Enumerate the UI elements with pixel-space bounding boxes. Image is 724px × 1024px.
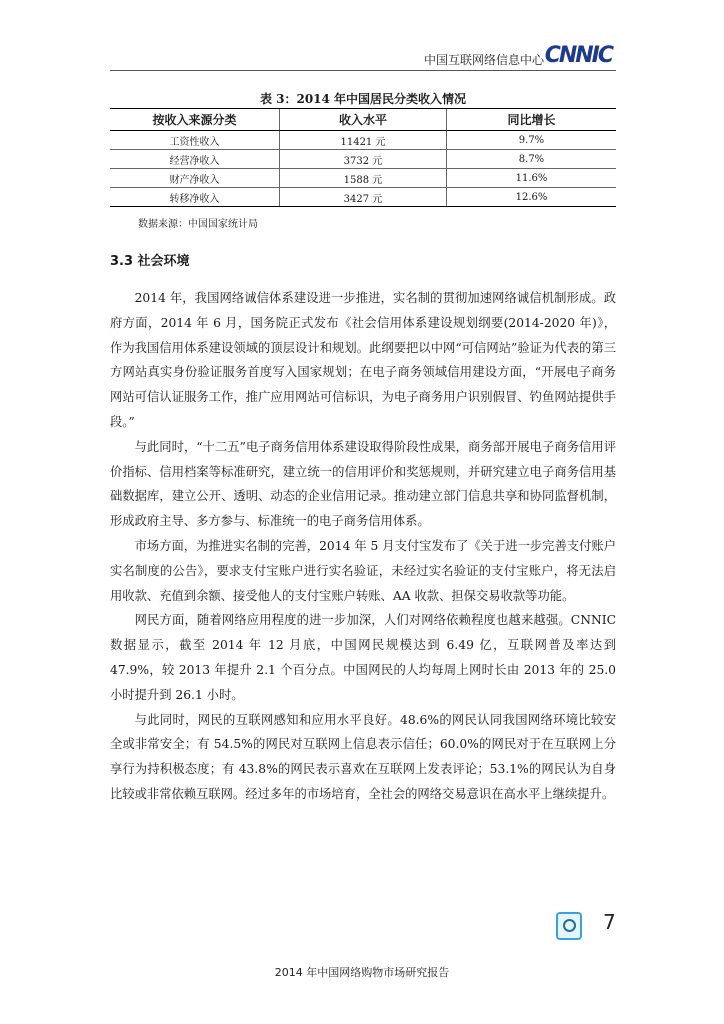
table-source: 数据来源：中国国家统计局 [138, 219, 258, 230]
paragraph: 网民方面，随着网络应用程度的进一步加深，人们对网络依赖程度也越来越强。CNNIC 数据显示，截至 2014 年 12 月底，中国网民规模达到 6.49 亿，互联网普及率达到 47.9%，较 2013 年提升 2.1 个百分点。中国网民的人均每周上网时长由 2013 年的 25.0 小时提升到 26.1 小时。 [110, 613, 616, 702]
table-cell: 转移净收入 [110, 188, 280, 207]
table-cell: 8.7% [446, 150, 616, 169]
table-row [110, 169, 616, 188]
table-cell: 11421 元 [280, 131, 447, 150]
table-cell: 11.6% [446, 169, 616, 188]
paragraph: 2014 年，我国网络诚信体系建设进一步推进，实名制的贯彻加速网络诚信机制形成。政府方面，2014 年 6 月，国务院正式发布《社会信用体系建设规划纲要(2014-2020 年)》，作为我国信用体系建设领域的顶层设计和规划。此纲要把以中网“可信网站”验证为代表的第三方网站真实身份验证服务首度写入国家规划；在电子商务领域信用建设方面，“开展电子商务网站可信认证服务工作，推广应用网站可信标识，为电子商务用户识别假冒、钓鱼网站提供手段。” [110, 291, 616, 429]
paragraph: 与此同时，网民的互联网感知和应用水平良好。48.6%的网民认同我国网络环境比较安全或非常安全；有 54.5%的网民对互联网上信息表示信任；60.0%的网民对于在互联网上分享行为持积极态度；有 43.8%的网民表示喜欢在互联网上发表评论；53.1%的网民认为自身比较或非常依赖互联网。经过多年的市场培育，全社会的网络交易意识在高水平上继续提升。 [110, 712, 616, 801]
table-header-row [110, 109, 616, 131]
table-caption: 表 3：2014 年中国居民分类收入情况 [259, 92, 467, 106]
table-row [110, 131, 616, 150]
table-cell: 3732 元 [280, 150, 447, 169]
section-title: 3.3 社会环境 [110, 254, 190, 269]
magnifier-icon [556, 912, 582, 940]
table-cell: 3427 元 [280, 188, 447, 207]
table-cell: 1588 元 [280, 169, 447, 188]
page-header [110, 40, 616, 71]
table-row [110, 150, 616, 169]
table-cell: 12.6% [446, 188, 616, 207]
column-header: 按收入来源分类 [110, 109, 280, 131]
column-header: 收入水平 [280, 109, 447, 131]
paragraph: 市场方面，为推进实名制的完善，2014 年 5 月支付宝发布了《关于进一步完善支付账户实名制度的公告》，要求支付宝账户进行实名验证，未经过实名验证的支付宝账户，将无法启用收款、充值到余额、接受他人的支付宝账户转账、AA 收款、担保交易收款等功能。 [110, 538, 616, 603]
table-cell: 经营净收入 [110, 150, 280, 169]
header-title: 中国互联网络信息中心 [423, 53, 544, 67]
table-cell: 财产净收入 [110, 169, 280, 188]
table-cell: 工资性收入 [110, 131, 280, 150]
paragraph: 与此同时，“十二五”电子商务信用体系建设取得阶段性成果，商务部开展电子商务信用评价指标、信用档案等标准研究，建立统一的信用评价和奖惩规则，并研究建立电子商务信用基础数据库，建立公开、透明、动态的企业信用记录。推动建立部门信息共享和协同监督机制，形成政府主导、多方参与、标准统一的电子商务信用体系。 [110, 439, 616, 529]
column-header: 同比增长 [446, 109, 616, 131]
cnnic-logo: CNNIC [544, 43, 612, 68]
table-cell: 9.7% [446, 131, 616, 150]
table-row [110, 188, 616, 207]
income-table [110, 108, 616, 207]
page-footer: 2014 年中国网络购物市场研究报告 [274, 966, 450, 979]
body-text [110, 286, 616, 807]
page-number: 7 [603, 910, 616, 934]
